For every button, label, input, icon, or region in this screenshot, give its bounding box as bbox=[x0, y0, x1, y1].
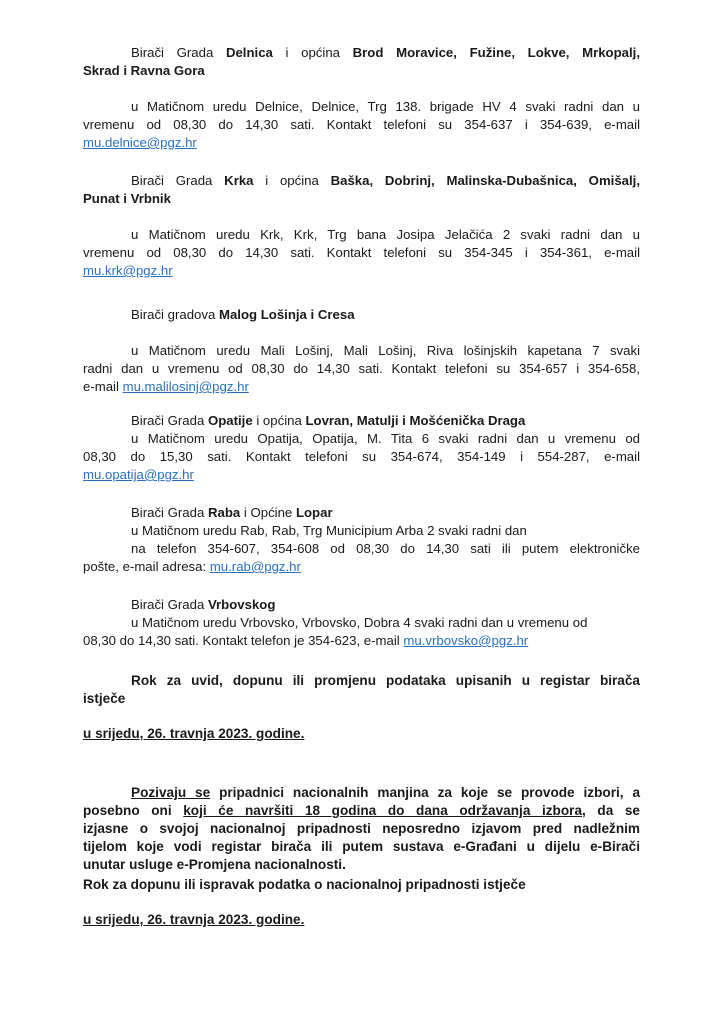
email-link[interactable]: mu.malilosinj@pgz.hr bbox=[122, 379, 249, 394]
section-heading: Birači gradova Malog Lošinja i Cresa bbox=[131, 307, 355, 322]
email-link[interactable]: mu.delnice@pgz.hr bbox=[83, 135, 197, 150]
body-line: u Matičnom uredu Mali Lošinj, Mali Lošinj, Riva lošinjskih kapetana 7 svaki bbox=[131, 343, 640, 358]
deadline-date: u srijedu, 26. travnja 2023. godine. bbox=[83, 726, 305, 741]
deadline-date: u srijedu, 26. travnja 2023. godine. bbox=[83, 912, 305, 927]
body-line: na telefon 354-607, 354-608 od 08,30 do 14,30 sati ili putem elektroničke bbox=[131, 541, 640, 556]
section-heading: Birači Grada Delnica i općina Brod Moravice, Fužine, Lokve, Mrkopalj, bbox=[131, 45, 640, 60]
body-line: u Matičnom uredu Rab, Rab, Trg Municipium Arba 2 svaki radni dan bbox=[131, 523, 527, 538]
body-line: vremenu od 08,30 do 14,30 sati. Kontakt telefoni su 354-345 i 354-361, e-mail bbox=[83, 245, 640, 260]
email-link[interactable]: mu.vrbovsko@pgz.hr bbox=[403, 633, 529, 648]
body-line: u Matičnom uredu Vrbovsko, Vrbovsko, Dobra 4 svaki radni dan u vremenu od bbox=[131, 615, 588, 630]
section-heading: Birači Grada Vrbovskog bbox=[131, 597, 276, 612]
deadline-register: Rok za uvid, dopunu ili promjenu podataka upisanih u registar birača istječe u srijedu, 26. travnja 2023. godine. bbox=[83, 673, 640, 741]
section-delnice: Birači Grada Delnica i općina Brod Moravice, Fužine, Lokve, Mrkopalj, Skrad i Ravna Gora u Matičnom uredu Delnice, Delnice, Trg 138. brigade HV 4 svaki radni dan u vremenu od 08,30 do 14,30 sati. Kontakt telefoni su 354-637 i 354-639, e-mail mu.delnice@pgz.hr bbox=[83, 45, 640, 150]
body-line: u Matičnom uredu Opatija, Opatija, M. Tita 6 svaki radni dan u vremenu od bbox=[131, 431, 640, 446]
body-line: 08,30 do 15,30 sati. Kontakt telefoni su 354-674, 354-149 i 554-287, e-mail bbox=[83, 449, 640, 464]
section-opatija bbox=[83, 412, 640, 484]
email-link[interactable]: mu.rab@pgz.hr bbox=[209, 559, 301, 574]
body-line: u Matičnom uredu Krk, Krk, Trg bana Josipa Jelačića 2 svaki radni dan u bbox=[131, 227, 640, 242]
body-line: vremenu od 08,30 do 14,30 sati. Kontakt telefoni su 354-637 i 354-639, e-mail bbox=[83, 117, 640, 132]
section-mali-losinj: Birači gradova Malog Lošinja i Cresa u Matičnom uredu Mali Lošinj, Mali Lošinj, Riva lošinjskih kapetana 7 svaki radni dan u vremenu od 08,30 do 14,30 sati. Kontakt telefoni su 354-657 i 354-658, e-mail mu.malilosinj@pgz.hr bbox=[83, 307, 640, 394]
section-heading: Birači Grada Krka i općina Baška, Dobrinj, Malinska-Dubašnica, Omišalj, bbox=[131, 173, 640, 188]
section-heading: Birači Grada Raba i Općine Lopar bbox=[131, 505, 333, 520]
section-krk: Birači Grada Krka i općina Baška, Dobrinj, Malinska-Dubašnica, Omišalj, Punat i Vrbnik u Matičnom uredu Krk, Krk, Trg bana Josipa Jelačića 2 svaki radni dan u vremenu od 08,30 do 14,30 sati. Kontakt telefoni su 354-345 i 354-361, e-mail mu.krk@pgz.hr bbox=[83, 173, 640, 278]
deadline-nationality: Rok za dopunu ili ispravak podatka o nacionalnoj pripadnosti istječe u srijedu, 26. travnja 2023. godine. bbox=[83, 876, 640, 929]
body-line: u Matičnom uredu Delnice, Delnice, Trg 138. brigade HV 4 svaki radni dan u bbox=[131, 99, 640, 114]
section-heading: Birači Grada Opatije i općina Lovran, Matulji i Mošćenička Draga bbox=[131, 413, 526, 428]
body-line: radni dan u vremenu od 08,30 do 14,30 sati. Kontakt telefoni su 354-657 i 354-658, bbox=[83, 361, 640, 376]
section-rab: Birači Grada Raba i Općine Lopar u Matičnom uredu Rab, Rab, Trg Municipium Arba 2 svaki radni dan na telefon 354-607, 354-608 od 08,30 do 14,30 sati ili putem elektroničke pošte, e-mail adresa: mu.rab@pgz.hr bbox=[83, 505, 640, 574]
email-link[interactable]: mu.krk@pgz.hr bbox=[83, 263, 173, 278]
invitation-paragraph: Pozivaju se pripadnici nacionalnih manjina za koje se provode izbori, a posebno oni koji će navršiti 18 godina do dana održavanja izbora, da se izjasne o svojoj nacionalnoj pripadnosti neposredno izjavom pred nadležnim tijelom koje vodi registar birača ili putem sustava e-Građani u dijelu e-Birači unutar usluge e-Promjena nacionalnosti. bbox=[83, 785, 641, 872]
email-link[interactable]: mu.opatija@pgz.hr bbox=[83, 467, 194, 482]
section-vrbovsko: Birači Grada Vrbovskog u Matičnom uredu Vrbovsko, Vrbovsko, Dobra 4 svaki radni dan u vremenu od 08,30 do 14,30 sati. Kontakt telefon je 354-623, e-mail mu.vrbovsko@pgz.hr bbox=[83, 596, 640, 650]
